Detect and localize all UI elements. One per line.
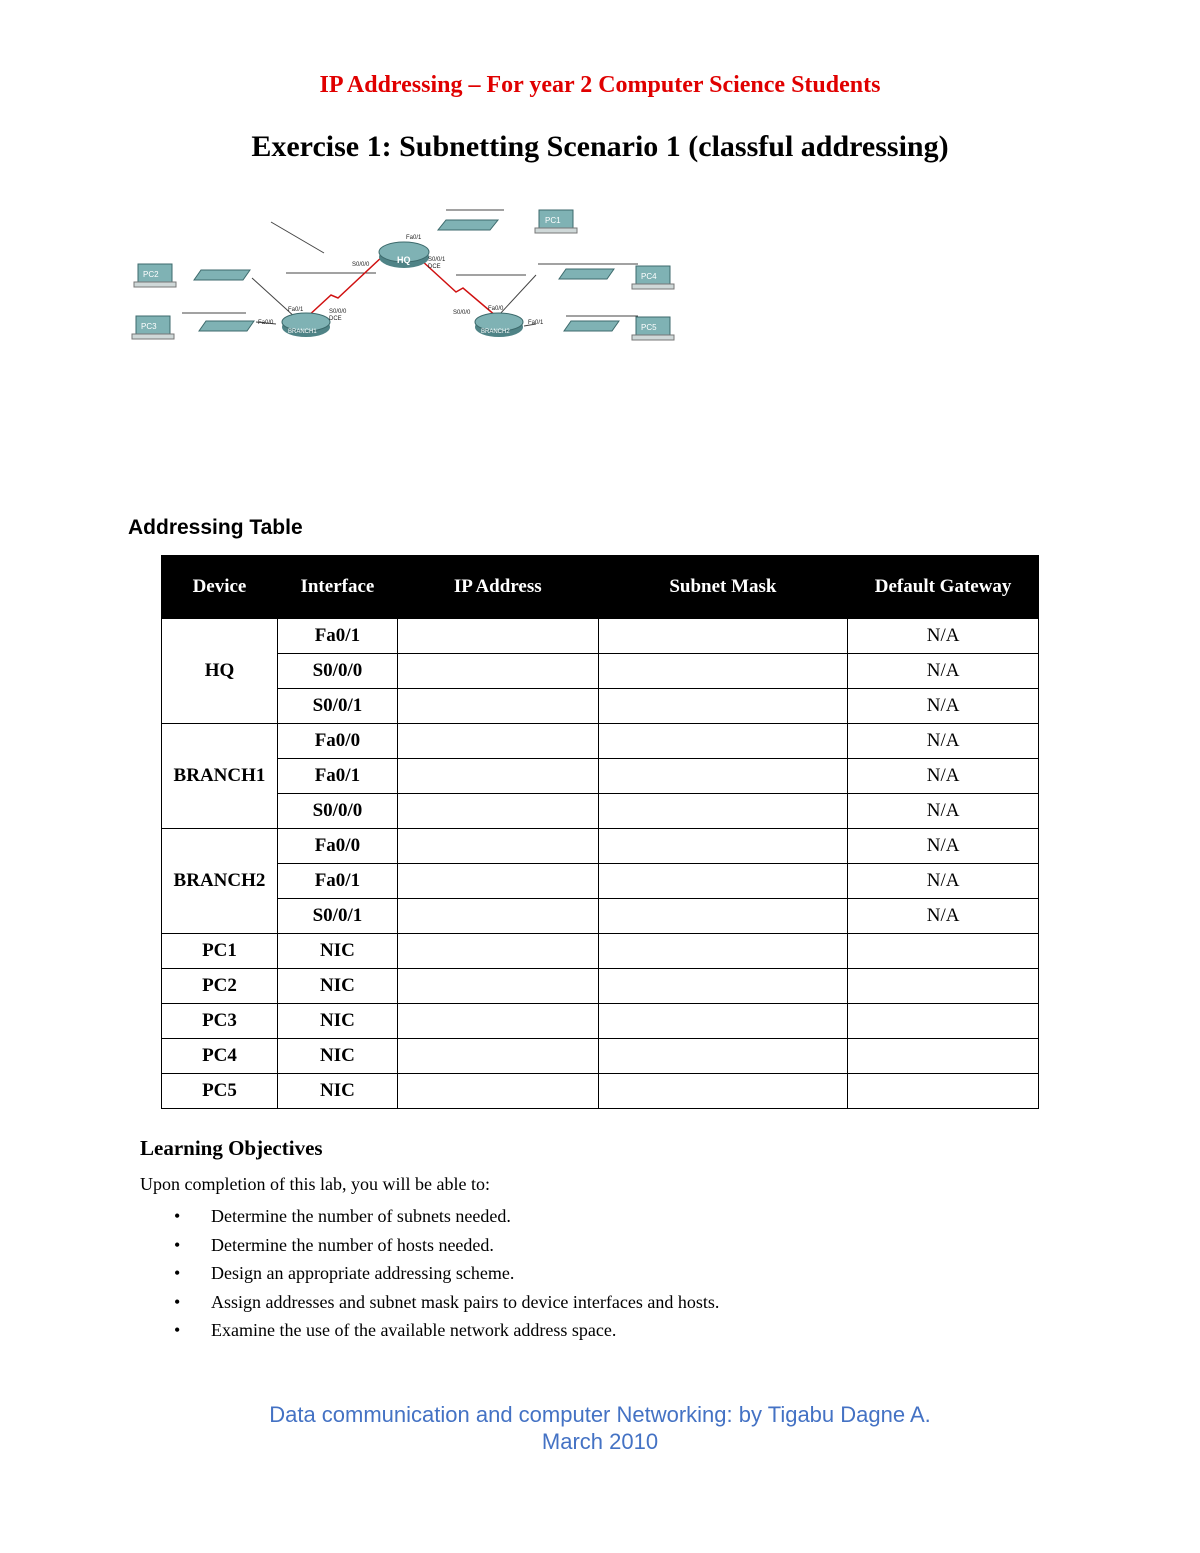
ip-address-cell[interactable] — [397, 1074, 598, 1109]
column-header-interface: Interface — [277, 556, 397, 619]
table-header-row — [162, 556, 1039, 619]
ip-address-cell[interactable] — [397, 794, 598, 829]
table-row — [162, 969, 1039, 1004]
exercise-title: Exercise 1: Subnetting Scenario 1 (classful addressing) — [251, 130, 949, 163]
table-row — [162, 1004, 1039, 1039]
list-item: • Determine the number of hosts needed. — [174, 1234, 494, 1255]
subnet-mask-cell[interactable] — [598, 724, 848, 759]
svg-text:BRANCH1: BRANCH1 — [288, 329, 317, 335]
interface-cell: NIC — [277, 1039, 397, 1074]
bullet-icon: • — [174, 1206, 181, 1226]
table-row — [162, 864, 1039, 899]
svg-text:BRANCH2: BRANCH2 — [481, 329, 510, 335]
default-gateway-cell[interactable]: N/A — [848, 724, 1039, 759]
svg-text:S0/0/0: S0/0/0 — [453, 310, 471, 316]
column-header-default-gateway: Default Gateway — [848, 556, 1039, 619]
default-gateway-cell[interactable] — [848, 1039, 1039, 1074]
bullet-icon: • — [174, 1263, 181, 1283]
ip-address-cell[interactable] — [397, 864, 598, 899]
default-gateway-cell[interactable]: N/A — [848, 759, 1039, 794]
ip-address-cell[interactable] — [397, 934, 598, 969]
addressing-table — [161, 555, 1039, 1109]
table-row — [162, 794, 1039, 829]
interface-cell: Fa0/0 — [277, 829, 397, 864]
interface-cell: S0/0/1 — [277, 899, 397, 934]
objectives-intro: Upon completion of this lab, you will be able to: — [140, 1174, 490, 1194]
ip-address-cell[interactable] — [397, 1004, 598, 1039]
bullet-icon: • — [174, 1320, 181, 1340]
addressing-table-heading: Addressing Table — [128, 516, 303, 539]
default-gateway-cell[interactable]: N/A — [848, 794, 1039, 829]
footer-date-line: March 2010 — [541, 1429, 659, 1454]
ip-address-cell[interactable] — [397, 689, 598, 724]
default-gateway-cell[interactable] — [848, 1004, 1039, 1039]
device-cell: PC5 — [162, 1074, 278, 1109]
objectives-list — [140, 1206, 719, 1349]
pc1-icon — [535, 210, 577, 233]
interface-cell: NIC — [277, 1004, 397, 1039]
svg-text:PC3: PC3 — [141, 322, 157, 331]
default-gateway-cell[interactable]: N/A — [848, 829, 1039, 864]
interface-cell: NIC — [277, 934, 397, 969]
subnet-mask-cell[interactable] — [598, 1004, 848, 1039]
link-switch4-branch2 — [499, 275, 536, 315]
pc5-icon — [632, 317, 674, 340]
footer-author-line: Data communication and computer Networking: by Tigabu Dagne A. — [269, 1402, 931, 1427]
switch-pc2 — [194, 270, 250, 280]
device-cell: HQ — [162, 619, 278, 724]
device-cell: PC1 — [162, 934, 278, 969]
default-gateway-cell[interactable]: N/A — [848, 619, 1039, 654]
table-row — [162, 619, 1039, 654]
device-cell: PC3 — [162, 1004, 278, 1039]
switch-pc1 — [438, 220, 498, 230]
default-gateway-cell[interactable]: N/A — [848, 654, 1039, 689]
pc3-icon — [132, 316, 174, 339]
default-gateway-cell[interactable] — [848, 934, 1039, 969]
interface-cell: S0/0/1 — [277, 689, 397, 724]
interface-cell: Fa0/1 — [277, 759, 397, 794]
router-hq — [379, 242, 429, 268]
default-gateway-cell[interactable]: N/A — [848, 864, 1039, 899]
svg-text:PC2: PC2 — [143, 270, 159, 279]
device-cell: PC4 — [162, 1039, 278, 1074]
table-row — [162, 934, 1039, 969]
router-branch1 — [282, 313, 330, 337]
device-cell: BRANCH1 — [162, 724, 278, 829]
switch-pc5 — [564, 321, 619, 331]
interface-cell: NIC — [277, 1074, 397, 1109]
default-gateway-cell[interactable]: N/A — [848, 689, 1039, 724]
table-row — [162, 829, 1039, 864]
ip-address-cell[interactable] — [397, 969, 598, 1004]
svg-text:Fa0/1: Fa0/1 — [288, 307, 304, 313]
router-branch2 — [475, 313, 523, 337]
default-gateway-cell[interactable] — [848, 1074, 1039, 1109]
ip-address-cell[interactable] — [397, 759, 598, 794]
subnet-mask-cell[interactable] — [598, 864, 848, 899]
table-row — [162, 1039, 1039, 1074]
svg-text:PC4: PC4 — [641, 272, 657, 281]
svg-text:DCE: DCE — [428, 264, 441, 270]
subnet-mask-cell[interactable] — [598, 1074, 848, 1109]
table-row — [162, 689, 1039, 724]
interface-cell: Fa0/0 — [277, 724, 397, 759]
default-gateway-cell[interactable]: N/A — [848, 899, 1039, 934]
default-gateway-cell[interactable] — [848, 969, 1039, 1004]
table-row — [162, 724, 1039, 759]
interface-cell: Fa0/1 — [277, 619, 397, 654]
svg-text:Fa0/1: Fa0/1 — [406, 235, 422, 241]
table-row — [162, 654, 1039, 689]
subnet-mask-cell[interactable] — [598, 829, 848, 864]
interface-cell: S0/0/0 — [277, 794, 397, 829]
interface-cell: NIC — [277, 969, 397, 1004]
svg-text:Fa0/0: Fa0/0 — [258, 320, 274, 326]
interface-cell: S0/0/0 — [277, 654, 397, 689]
svg-text:S0/0/1: S0/0/1 — [428, 257, 446, 263]
column-header-device: Device — [162, 556, 278, 619]
ip-address-cell[interactable] — [397, 654, 598, 689]
ip-address-cell[interactable] — [397, 899, 598, 934]
subnet-mask-cell[interactable] — [598, 759, 848, 794]
table-row — [162, 759, 1039, 794]
footer — [0, 1401, 1200, 1455]
learning-objectives-heading: Learning Objectives — [140, 1136, 323, 1160]
table-row — [162, 899, 1039, 934]
column-header-ip-address: IP Address — [397, 556, 598, 619]
ip-address-cell[interactable] — [397, 829, 598, 864]
subnet-mask-cell[interactable] — [598, 794, 848, 829]
interface-cell: Fa0/1 — [277, 864, 397, 899]
subnet-mask-cell[interactable] — [598, 934, 848, 969]
bullet-icon: • — [174, 1234, 181, 1255]
subnet-mask-cell[interactable] — [598, 899, 848, 934]
list-item: • Determine the number of subnets needed. — [174, 1206, 511, 1226]
link-hq-switch1 — [271, 222, 324, 253]
network-topology-diagram — [126, 200, 686, 350]
subnet-mask-cell[interactable] — [598, 969, 848, 1004]
pc4-icon — [632, 266, 674, 289]
svg-text:S0/0/0: S0/0/0 — [329, 309, 347, 315]
svg-text:PC1: PC1 — [545, 216, 561, 225]
switch-pc3 — [199, 321, 254, 331]
subnet-mask-cell[interactable] — [598, 619, 848, 654]
subnet-mask-cell[interactable] — [598, 689, 848, 724]
svg-text:Fa0/0: Fa0/0 — [488, 306, 504, 312]
pc2-icon — [134, 264, 176, 287]
svg-text:S0/0/0: S0/0/0 — [352, 262, 370, 268]
ip-address-cell[interactable] — [397, 619, 598, 654]
device-cell: BRANCH2 — [162, 829, 278, 934]
svg-text:DCE: DCE — [329, 316, 342, 322]
table-row — [162, 1074, 1039, 1109]
bullet-icon: • — [174, 1291, 181, 1312]
ip-address-cell[interactable] — [397, 724, 598, 759]
subnet-mask-cell[interactable] — [598, 654, 848, 689]
ip-address-cell[interactable] — [397, 1039, 598, 1074]
list-item: • Examine the use of the available network address space. — [174, 1320, 617, 1340]
svg-text:PC5: PC5 — [641, 323, 657, 332]
switch-pc4 — [559, 269, 614, 279]
course-header: IP Addressing – For year 2 Computer Science Students — [319, 72, 881, 98]
subnet-mask-cell[interactable] — [598, 1039, 848, 1074]
svg-text:Fa0/1: Fa0/1 — [528, 320, 544, 326]
column-header-subnet-mask: Subnet Mask — [598, 556, 848, 619]
list-item: • Design an appropriate addressing scheme. — [174, 1263, 515, 1283]
list-item: • Assign addresses and subnet mask pairs to device interfaces and hosts. — [174, 1291, 720, 1312]
device-cell: PC2 — [162, 969, 278, 1004]
svg-text:HQ: HQ — [397, 255, 411, 265]
